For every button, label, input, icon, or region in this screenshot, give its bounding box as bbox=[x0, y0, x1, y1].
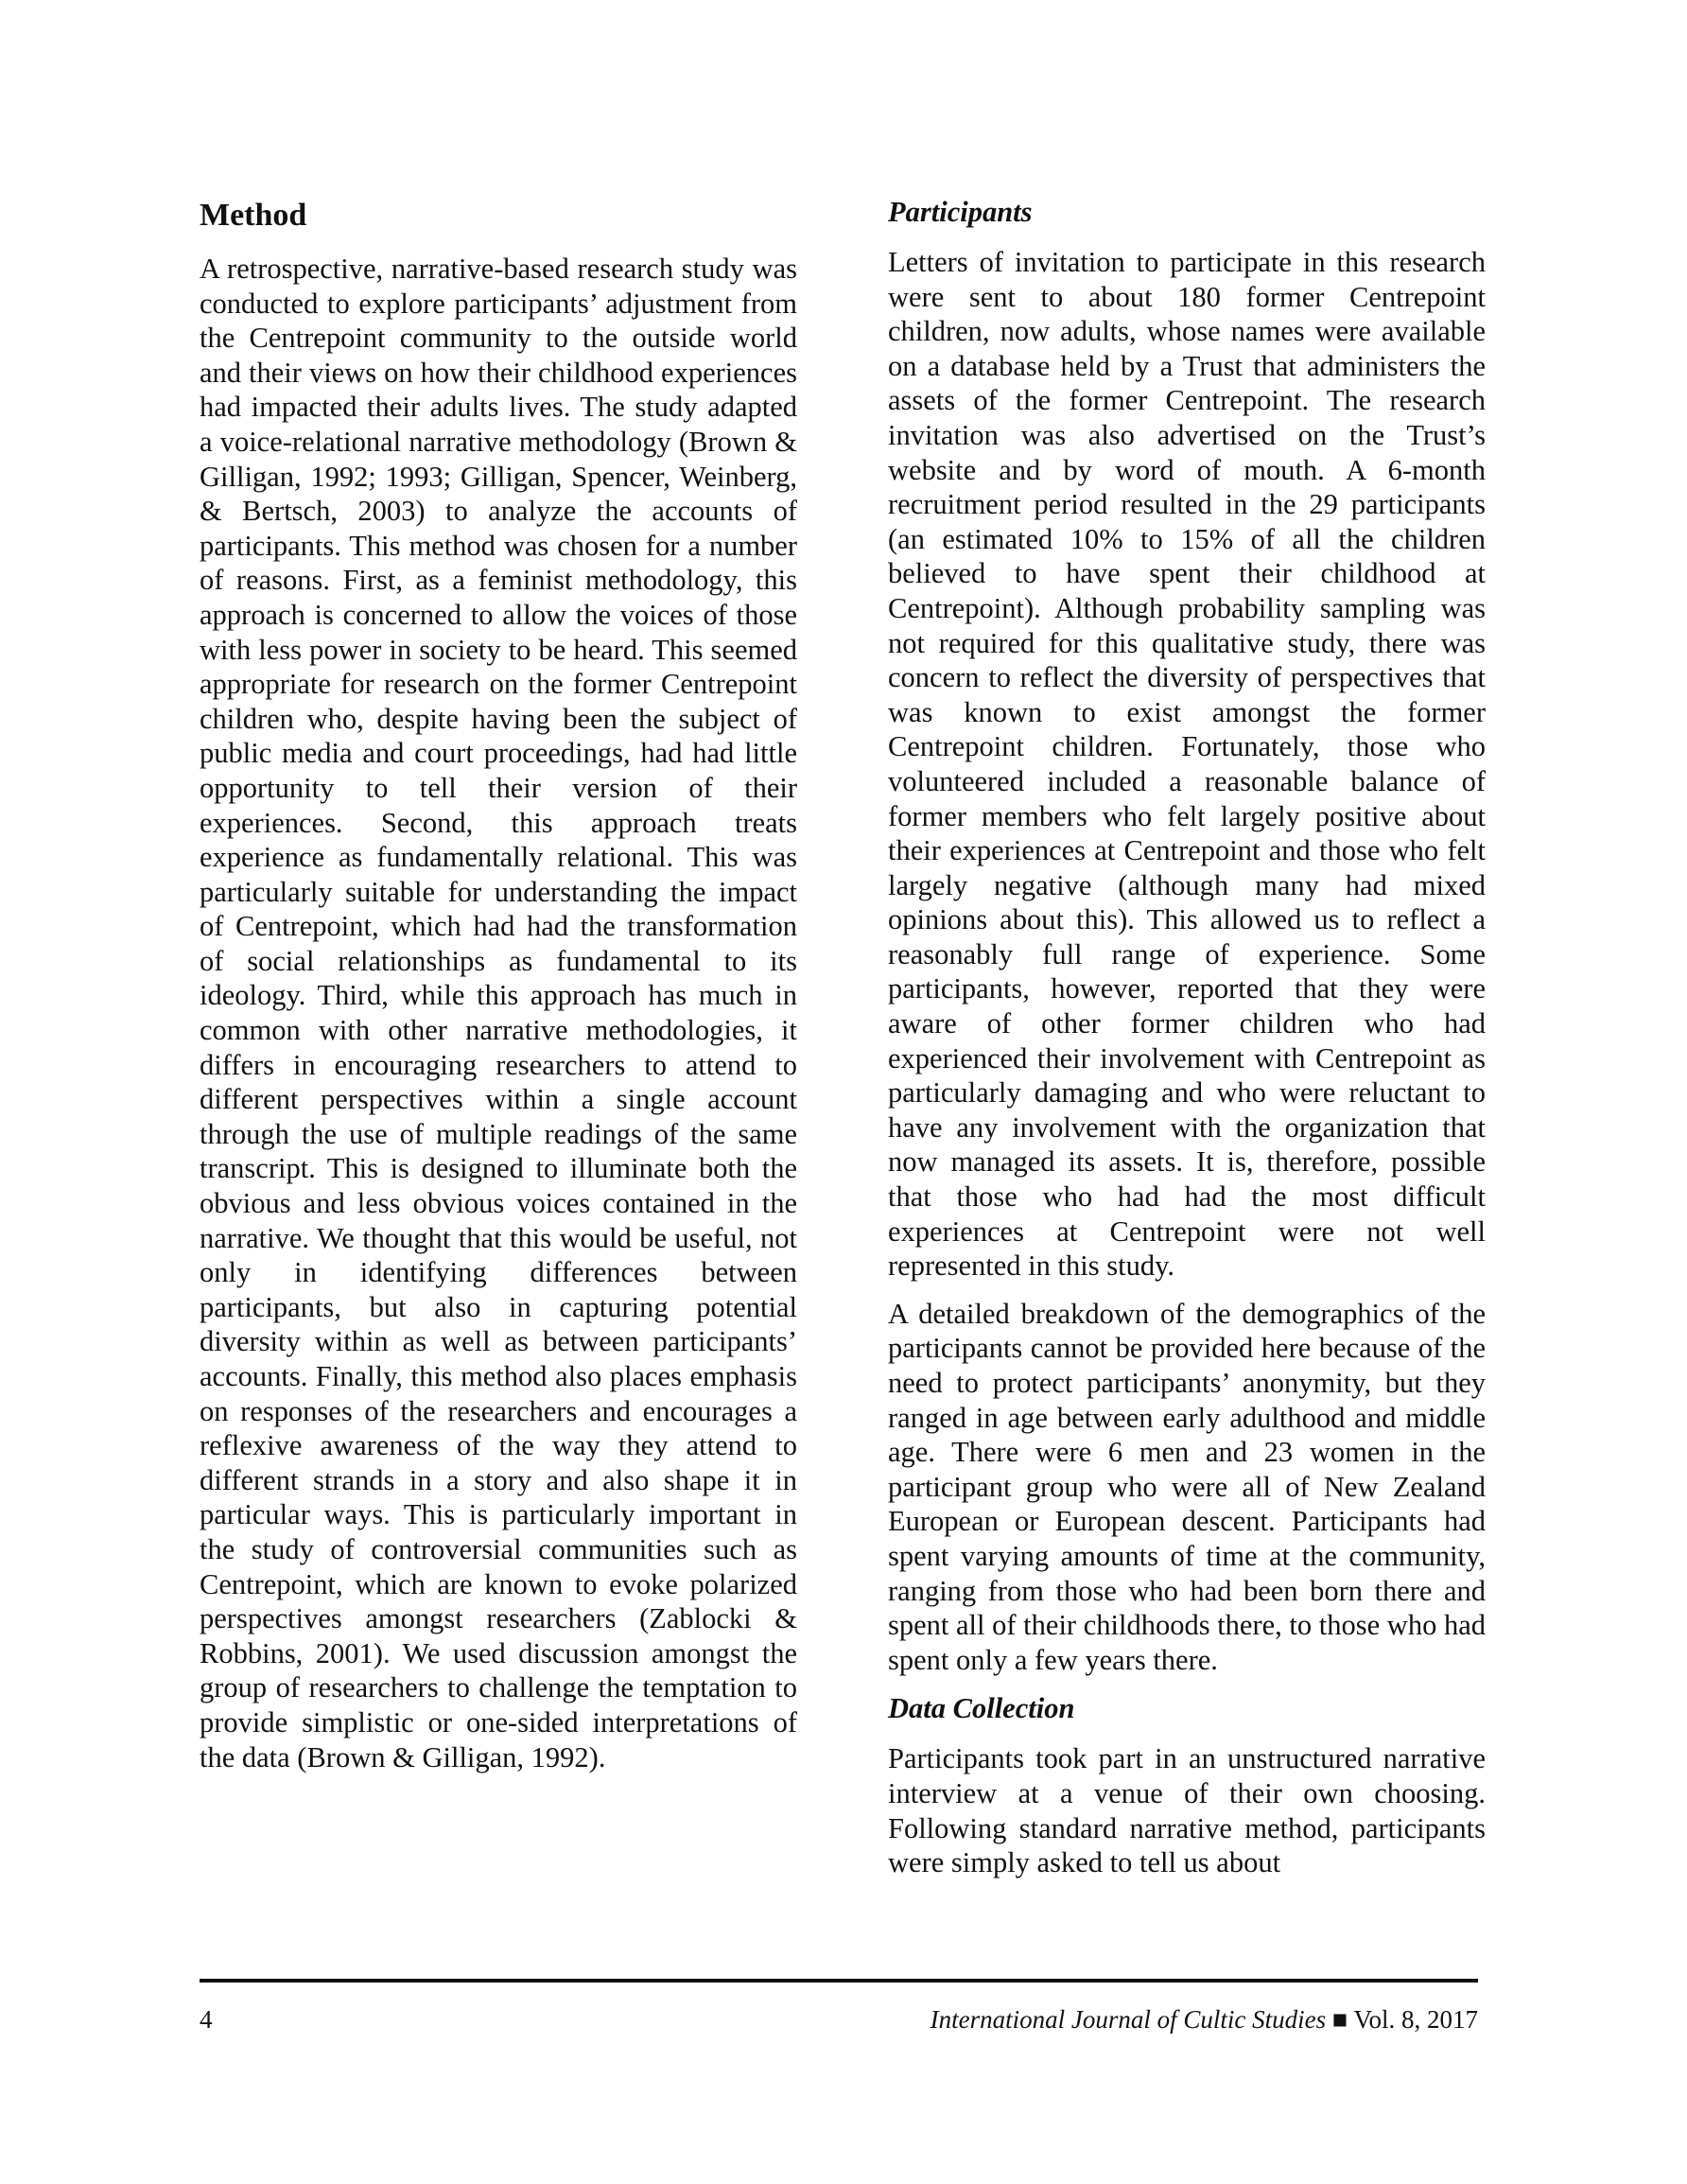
data-collection-paragraph: Participants took part in an unstructured narrative interview at a venue of their own choosing. Following standard narrative method, participants were simply asked to tell us about bbox=[888, 1742, 1486, 1879]
journal-name: International Journal of Cultic Studies bbox=[930, 2005, 1327, 2034]
subsection-heading-data-collection: Data Collection bbox=[888, 1692, 1075, 1725]
participants-paragraph: Letters of invitation to participate in this research were sent to about 180 former Centrepoint children, now adults, whose names were available on a database held by a Trust that administers the assets of the former Centrepoint. The research invitation was also advertised on the Trust’s website and by word of mouth. A 6-month recruitment period resulted in the 29 participants (an estimated 10% to 15% of all the children believed to have spent their childhood at Centrepoint). Although probability sampling was not required for this qualitative study, there was concern to reflect the diversity of perspectives that was known to exist amongst the former Centrepoint children. Fortunately, those who volunteered included a reasonable balance of former members who felt largely positive about their experiences at Centrepoint and those who felt largely negative (although many had mixed opinions about this). This allowed us to reflect a reasonably full range of experience. Some participants, however, reported that they were aware of other former children who had experienced their involvement with Centrepoint as particularly damaging and who were reluctant to have any involvement with the organization that now managed its assets. It is, therefore, possible that those who had had the most difficult experiences at Centrepoint were not well represented in this study. bbox=[888, 246, 1486, 1283]
footer-rule bbox=[200, 1979, 1478, 1983]
section-heading-method: Method bbox=[200, 198, 307, 233]
page-number: 4 bbox=[200, 2005, 213, 2034]
demographics-paragraph: A detailed breakdown of the demographics of the participants cannot be provided here because of the need to protect participants’ anonymity, but they ranged in age between early adulthood and middle age. There were 6 men and 23 women in the participant group who were all of New Zealand European or European descent. Participants had spent varying amounts of time at the community, ranging from those who had been born there and spent all of their childhoods there, to those who had spent only a few years there. bbox=[888, 1297, 1486, 1676]
method-paragraph: A retrospective, narrative-based research study was conducted to explore participants’ adjustment from the Centrepoint community to the outside world and their views on how their childhood experiences had impacted their adults lives. The study adapted a voice-relational narrative methodology (Brown & Gilligan, 1992; 1993; Gilligan, Spencer, Weinberg, & Bertsch, 2003) to analyze the accounts of participants. This method was chosen for a number of reasons. First, as a feminist methodology, this approach is concerned to allow the voices of those with less power in society to be heard. This seemed appropriate for research on the former Centrepoint children who, despite having been the subject of public media and court proceedings, had had little opportunity to tell their version of their experiences. Second, this approach treats experience as fundamentally relational. This was particularly suitable for understanding the impact of Centrepoint, which had had the transformation of social relationships as fundamental to its ideology. Third, while this approach has much in common with other narrative methodologies, it differs in encouraging researchers to attend to different perspectives within a single account through the use of multiple readings of the same transcript. This is designed to illuminate both the obvious and less obvious voices contained in the narrative. We thought that this would be useful, not only in identifying differences between participants, but also in capturing potential diversity within as well as between participants’ accounts. Finally, this method also places emphasis on responses of the researchers and encourages a reflexive awareness of the way they attend to different strands in a story and also shape it in particular ways. This is particularly important in the study of controversial communities such as Centrepoint, which are known to evoke polarized perspectives amongst researchers (Zablocki & Robbins, 2001). We used discussion amongst the group of researchers to challenge the temptation to provide simplistic or one-sided interpretations of the data (Brown & Gilligan, 1992). bbox=[200, 253, 797, 1773]
left-column bbox=[200, 197, 797, 1774]
right-column bbox=[888, 194, 1486, 1880]
square-separator-icon: ■ bbox=[1331, 2005, 1348, 2034]
journal-volume: Vol. 8, 2017 bbox=[1353, 2005, 1478, 2034]
subsection-heading-participants: Participants bbox=[888, 196, 1033, 228]
journal-citation bbox=[930, 2003, 1478, 2035]
